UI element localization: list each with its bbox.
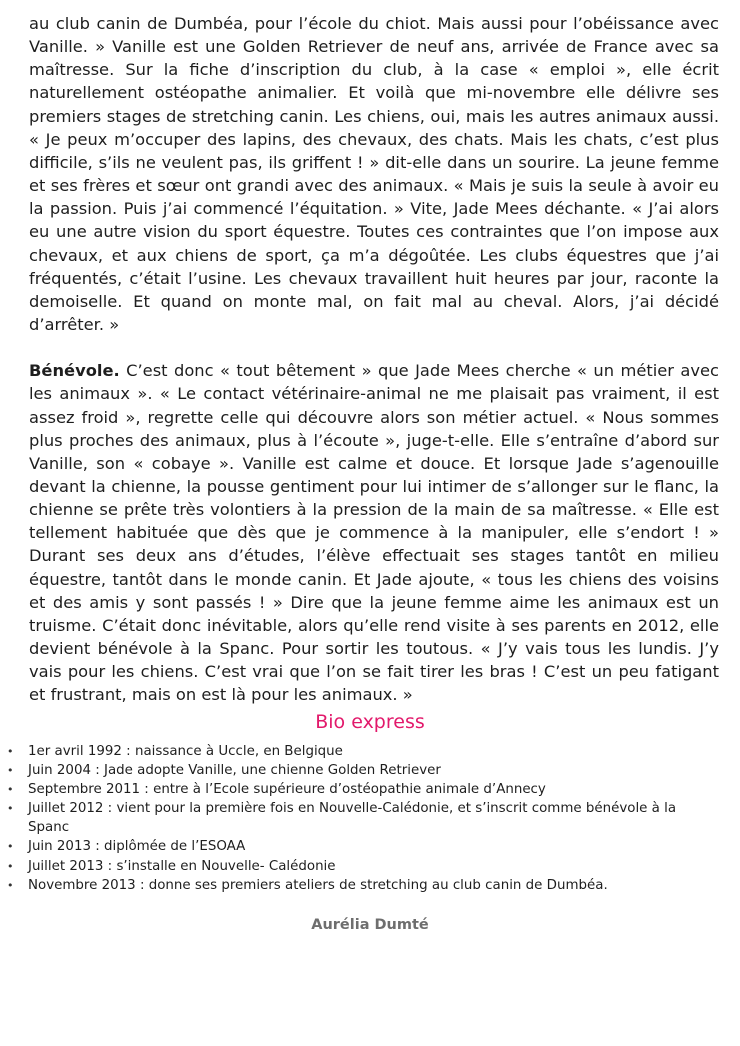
article-body: [29, 12, 719, 707]
bio-item-text: Juin 2013 : diplômée de l’ESOAA: [28, 839, 246, 855]
bullet-icon: •: [7, 783, 14, 797]
article-paragraph-2: [29, 359, 719, 706]
bullet-icon: •: [7, 802, 14, 816]
bio-list-item: [7, 780, 718, 799]
bio-list-item: [7, 857, 718, 876]
author-byline: Aurélia Dumté: [311, 917, 429, 933]
bullet-icon: •: [7, 859, 14, 873]
bio-item-text: 1er avril 1992 : naissance à Uccle, en Belgique: [28, 744, 343, 759]
bio-list-item: [7, 742, 718, 761]
bio-list-item: [7, 837, 718, 856]
bio-express-title: Bio express: [315, 711, 425, 733]
bullet-icon: •: [7, 878, 14, 892]
bio-item-text: Juin 2004 : Jade adopte Vanille, une chienne Golden Retriever: [28, 763, 441, 779]
bullet-icon: •: [7, 764, 14, 778]
bio-item-text: Septembre 2011 : entre à l’Ecole supérieure d’ostéopathie animale d’Annecy: [28, 782, 546, 798]
paragraph-lead-word: Bénévole.: [29, 361, 120, 381]
bio-item-text: Juillet 2013 : s’installe en Nouvelle- Calédonie: [28, 858, 336, 874]
paragraph-2-text: C’est donc « tout bêtement » que Jade Mees cherche « un métier avec les animaux ». « Le contact vétérinaire-animal ne me plaisait pas vraiment, il est assez froid », regrette celle qui découvre alors son métier actuel. « Nous sommes plus proches des animaux, plus à l’écoute », juge-t-elle. Elle s’entraîne d’abord sur Vanille, son « cobaye ». Vanille est calme et douce. Et lorsque Jade s’agenouille devant la chienne, la pousse gentiment pour lui intimer de s’allonger sur le flanc, la chienne se prête très volontiers à la pression de la main de sa maîtresse. « Elle est tellement habituée que dès que je commence à la manipuler, elle s’endort ! » Durant ses deux ans d’études, l’élève effectuait ses stages tantôt en milieu équestre, tantôt dans le monde canin. Et Jade ajoute, « tous les chiens des voisins et des amis y sont passés ! » Dire que la jeune femme aime les animaux est un truisme. C’était donc inévitable, alors qu’elle rend visite à ses parents en 2012, elle devient bénévole à la Spanc. Pour sortir les toutous. « J’y vais tous les lundis. J’y vais pour les chiens. C’est vrai que l’on se fait tirer les bras ! C’est un peu fatigant et frustrant, mais on est là pour les animaux. »: [29, 361, 719, 705]
bio-list-item: [7, 761, 718, 780]
bio-list: [7, 742, 718, 895]
article-paragraph-1: au club canin de Dumbéa, pour l’école du chiot. Mais aussi pour l’obéissance avec Vanille. » Vanille est une Golden Retriever de neuf ans, arrivée de France avec sa maîtresse. Sur la fiche d’inscription du club, à la case « emploi », elle écrit naturellement ostéopathe animalier. Et voilà que mi-novembre elle délivre ses premiers stages de stretching canin. Les chiens, oui, mais les autres animaux aussi. « Je peux m’occuper des lapins, des chevaux, des chats. Mais les chats, c’est plus difficile, s’ils ne veulent pas, ils griffent ! » dit-elle dans un sourire. La jeune femme et ses frères et sœur ont grandi avec des animaux. « Mais je suis la seule à avoir eu la passion. Puis j’ai commencé l’équitation. » Vite, Jade Mees déchante. « J’ai alors eu une autre vision du sport équestre. Toutes ces contraintes que l’on impose aux chevaux, et aux chiens de sport, ça m’a dégoûtée. Les clubs équestres que j’ai fréquentés, c’était l’usine. Les chevaux travaillent huit heures par jour, raconte la demoiselle. Et quand on monte mal, on fait mal au cheval. Alors, j’ai décidé d’arrêter. »: [29, 14, 719, 335]
bio-list-item: [7, 799, 718, 837]
bio-list-item: [7, 876, 718, 895]
bullet-icon: •: [7, 840, 14, 854]
bio-item-text: Juillet 2012 : vient pour la première fois en Nouvelle-Calédonie, et s’inscrit comme bénévole à la Spanc: [28, 801, 677, 836]
bio-item-text: Novembre 2013 : donne ses premiers ateliers de stretching au club canin de Dumbéa.: [28, 877, 608, 893]
bullet-icon: •: [7, 745, 14, 758]
